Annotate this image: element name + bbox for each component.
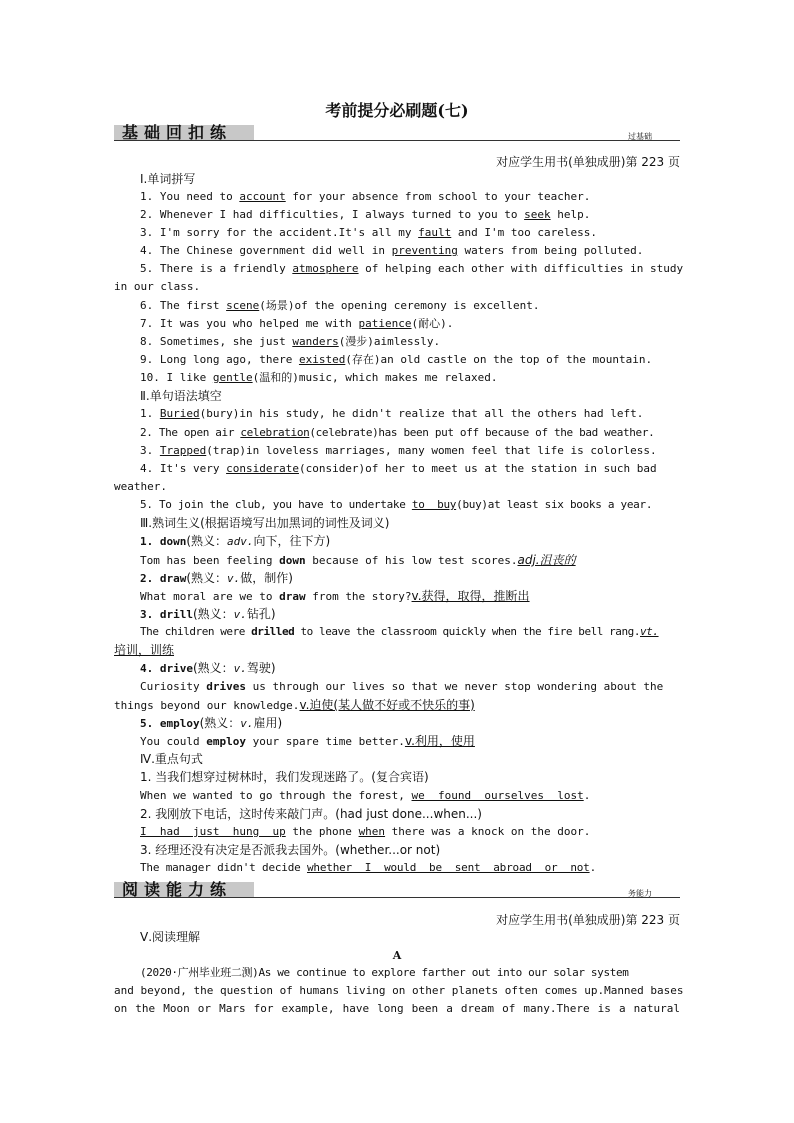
question-item: 3. I'm sorry for the accident.It's all my fault and I'm too careless. (140, 226, 597, 239)
translation-prompt: 1. 当我们想穿过树林时，我们发现迷路了。(复合宾语) (140, 770, 429, 784)
word-entry: 3. drill(熟义：v.钻孔) (140, 607, 276, 621)
example-sentence: Tom has been feeling down because of his low test scores.adj.沮丧的 (140, 553, 576, 567)
part-heading: Ⅳ.重点句式 (140, 752, 203, 766)
answer-continuation: 培训，训练 (114, 643, 175, 657)
word-entry: 4. drive(熟义：v.驾驶) (140, 661, 276, 675)
passage-letter: A (392, 949, 402, 962)
passage-line: and beyond, the question of humans living on other planets often comes up.Manned bases (114, 984, 684, 997)
part-heading: Ⅲ.熟词生义(根据语境写出加黑词的词性及词义) (140, 516, 390, 530)
word-entry: 1. down(熟义：adv.向下，往下方) (140, 534, 331, 548)
question-item: 1. Buried(bury)in his study, he didn't realize that all the others had left. (140, 407, 644, 420)
translation-answer: The manager didn't decide whether I would be sent abroad or not. (140, 861, 597, 874)
page-title: 考前提分必刷题(七) (325, 101, 469, 120)
word-entry: 5. employ(熟义：v.雇用) (140, 716, 283, 730)
question-continuation: weather. (114, 480, 167, 493)
question-item: 2. The open air celebration(celebrate)has been put off because of the bad weather. (140, 426, 655, 439)
reference-note: 对应学生用书(单独成册)第 223 页 (496, 155, 680, 169)
question-item: 4. It's very considerate(consider)of her to meet us at the station in such bad (140, 462, 657, 475)
reference-note: 对应学生用书(单独成册)第 223 页 (496, 913, 680, 927)
section-tag: 过基础 (628, 132, 652, 141)
question-item: 7. It was you who helped me with patience(耐心). (140, 317, 454, 330)
divider (114, 897, 680, 898)
translation-prompt: 2. 我刚放下电话，这时传来敲门声。(had just done...when...) (140, 807, 482, 821)
question-item: 5. There is a friendly atmosphere of helping each other with difficulties in study (140, 262, 684, 275)
passage-line: (2020·广州毕业班二测)As we continue to explore farther out into our solar system (140, 966, 629, 979)
question-item: 5. To join the club, you have to undertake to buy(buy)at least six books a year. (140, 498, 653, 511)
example-sentence: What moral are we to draw from the story?v.获得，取得，推断出 (140, 589, 530, 603)
part-heading: Ⅰ.单词拼写 (140, 172, 196, 186)
section-tag: 务能力 (628, 889, 652, 898)
translation-answer: When we wanted to go through the forest, we found ourselves lost. (140, 789, 591, 802)
section-bar-basics (114, 125, 680, 143)
question-item: 1. You need to account for your absence from school to your teacher. (140, 190, 591, 203)
divider (114, 140, 680, 141)
question-item: 10. I like gentle(温和的)music, which makes me relaxed. (140, 371, 498, 384)
translation-prompt: 3. 经理还没有决定是否派我去国外。(whether...or not) (140, 843, 441, 857)
question-item: 9. Long long ago, there existed(存在)an old castle on the top of the mountain. (140, 353, 653, 366)
question-item: 4. The Chinese government did well in preventing waters from being polluted. (140, 244, 644, 257)
section-title: 基础回扣练 (114, 125, 254, 141)
question-item: 2. Whenever I had difficulties, I always turned to you to seek help. (140, 208, 591, 221)
example-sentence: Curiosity drives us through our lives so that we never stop wondering about the (140, 680, 664, 693)
word-entry: 2. draw(熟义：v.做，制作) (140, 571, 293, 585)
question-continuation: in our class. (114, 280, 201, 293)
translation-answer: I had just hung up the phone when there was a knock on the door. (140, 825, 591, 838)
question-item: 8. Sometimes, she just wanders(漫步)aimlessly. (140, 335, 441, 348)
example-continuation: things beyond our knowledge.v.迫使(某人做不好或不快乐的事) (114, 698, 475, 712)
passage-line: on the Moon or Mars for example, have long been a dream of many.There is a natural (114, 1002, 680, 1015)
example-sentence: The children were drilled to leave the classroom quickly when the fire bell rang.vt. (140, 625, 659, 638)
part-heading: Ⅴ.阅读理解 (140, 930, 201, 944)
question-item: 3. Trapped(trap)in loveless marriages, many women feel that life is colorless. (140, 444, 657, 457)
section-bar-reading (114, 882, 680, 900)
example-sentence: You could employ your spare time better.v.利用，使用 (140, 734, 475, 748)
part-heading: Ⅱ.单句语法填空 (140, 389, 222, 403)
question-item: 6. The first scene(场景)of the opening ceremony is excellent. (140, 299, 540, 312)
section-title: 阅读能力练 (114, 882, 254, 898)
